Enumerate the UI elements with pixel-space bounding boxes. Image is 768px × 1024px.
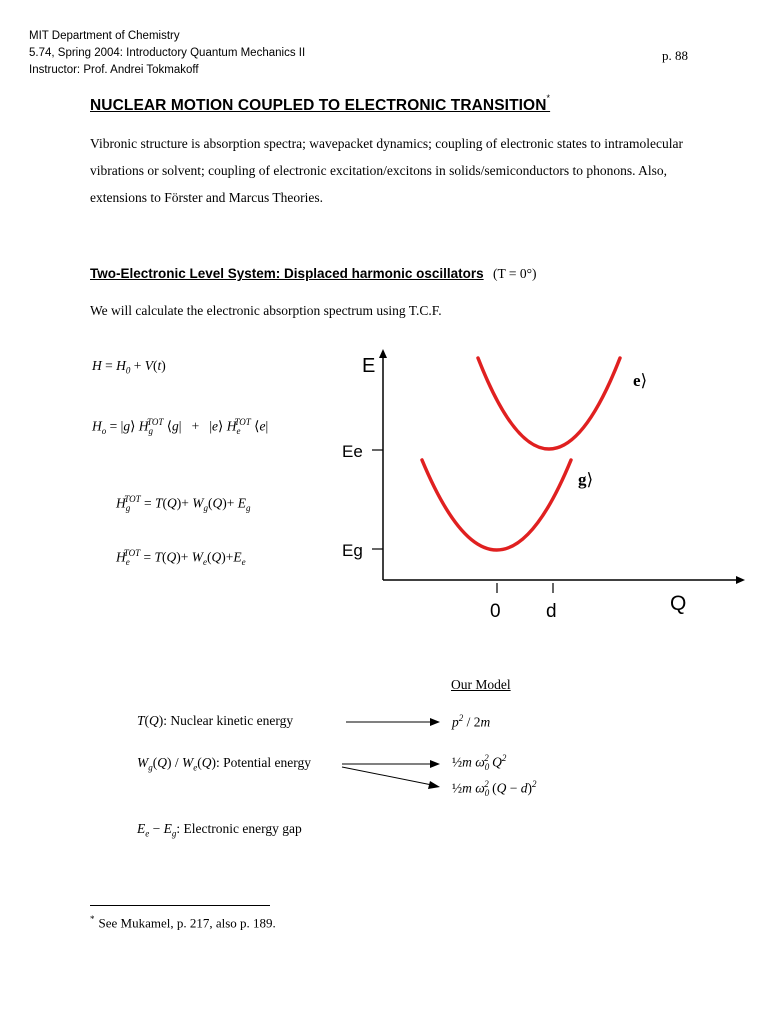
he-tot-equation: $H_e^{TOT} = T(Q)+ W_e(Q)+E_e$ xyxy=(116,548,246,568)
calc-sentence: We will calculate the electronic absorption spectrum using T.C.F. xyxy=(90,303,442,318)
page-number: p. 88 xyxy=(662,48,688,63)
arrow-potential-g-head xyxy=(430,760,440,768)
model-row-potential: $W_g(Q) / W_e(Q)$: Potential energy xyxy=(137,755,311,773)
ground-state-curve xyxy=(422,460,571,550)
arrow-kinetic-head xyxy=(430,718,440,726)
ground-potential-term: ½m $\omega_0^2$ $Q^2$ xyxy=(452,753,507,773)
y-axis-label: E xyxy=(362,355,376,377)
footnote xyxy=(90,914,276,931)
state-label-g-text: g xyxy=(578,470,587,489)
footnote-marker-bottom: * xyxy=(90,914,95,924)
header-department: MIT Department of Chemistry xyxy=(29,30,180,42)
header-instructor: Instructor: Prof. Andrei Tokmakoff xyxy=(29,64,199,76)
state-label-g: g⟩ xyxy=(578,470,594,489)
footnote-marker: * xyxy=(546,93,551,103)
model-row-gap: $E_e - E_g$: Electronic energy gap xyxy=(137,821,302,839)
hg-tot-equation: $H_g^{TOT} = T(Q)+ W_g(Q)+ E_g$ xyxy=(116,494,251,514)
section-heading-text: Two-Electronic Level System: Displaced harmonic oscillators xyxy=(90,266,484,281)
excited-state-curve xyxy=(478,358,620,449)
tick-label-Eg: Eg xyxy=(342,541,363,560)
model-row-kinetic-label: : Nuclear kinetic energy xyxy=(163,713,294,728)
footnote-text: See Mukamel, p. 217, also p. 189. xyxy=(98,915,276,931)
kinetic-term: $p^2 / 2m$ xyxy=(452,713,491,730)
header-course: 5.74, Spring 2004: Introductory Quantum Mechanics II xyxy=(29,47,306,59)
y-axis-arrow xyxy=(379,349,387,358)
tick-label-0: 0 xyxy=(490,601,501,622)
excited-potential-term: ½m $\omega_0^2$ $(Q - d)^2$ xyxy=(452,779,537,799)
h0-equation: $H_o$ = |g⟩ $H_g^{TOT}$ ⟨g| + |e⟩ $H_e^{TOT}$ ⟨e| xyxy=(92,417,269,437)
state-label-e: e⟩ xyxy=(633,371,648,390)
x-axis-label: Q xyxy=(670,592,687,615)
model-title: Our Model xyxy=(451,677,511,692)
arrow-potential-e xyxy=(342,767,432,785)
footnote-divider xyxy=(90,905,270,906)
model-row-potential-label: : Potential energy xyxy=(216,755,311,770)
intro-paragraph: Vibronic structure is absorption spectra; wavepacket dynamics; coupling of electronic states to intramolecular vibrations or solvent; coupling of electronic excitation/excitons in solids/semiconductors to phonons. Also, extensions to Förster and Marcus Theories. xyxy=(90,136,683,205)
state-label-e-text: e xyxy=(633,371,641,390)
model-row-gap-label: : Electronic energy gap xyxy=(176,821,302,836)
arrow-potential-e-head xyxy=(428,781,440,789)
hamiltonian-equation: $H = H_0 + V(t)$ xyxy=(92,358,166,376)
tick-label-Ee: Ee xyxy=(342,442,363,461)
page-title-text: NUCLEAR MOTION COUPLED TO ELECTRONIC TRANSITION xyxy=(90,97,547,114)
section-condition: (T = 0°) xyxy=(493,266,537,281)
model-row-kinetic: T(Q): Nuclear kinetic energy xyxy=(137,713,294,728)
tick-label-d: d xyxy=(546,601,557,622)
x-axis-arrow xyxy=(736,576,745,584)
